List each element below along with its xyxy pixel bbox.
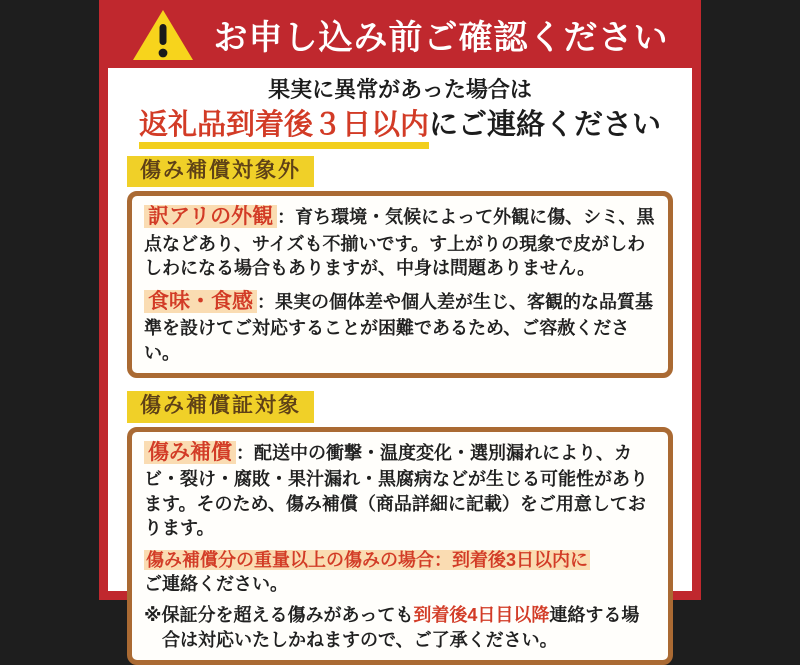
page-title: お申し込み前ご確認ください	[213, 19, 669, 57]
notice-body	[108, 68, 692, 650]
note-emphasis: 到着後4日目以降	[413, 605, 550, 626]
highlight-deadline-rest: ご連絡ください。	[144, 573, 288, 594]
item-taste-heading: 食味・食感	[144, 290, 257, 313]
item-appearance-body: 育ち環境・気候によって外観に傷、シミ、黒点などあり、サイズも不揃いです。す上がりの現象で皮がしわしわになる場合もありますが、中身は問題ありません。	[144, 207, 655, 279]
intro-line2	[108, 107, 692, 145]
highlight-deadline-text: 傷み補償分の重量以上の傷みの場合：到着後3日以内に	[146, 549, 589, 570]
notice-card	[99, 0, 701, 650]
item-damage-separator: ：	[236, 442, 254, 463]
intro-line2-rest: にご連絡ください	[429, 109, 662, 142]
note-prefix: ※	[144, 605, 162, 626]
item-damage-heading: 傷み補償	[144, 441, 236, 464]
section-tab-not-covered: 傷み補償対象外	[127, 156, 314, 187]
note-before: 保証分を超える傷みがあっても	[161, 605, 414, 626]
item-damage-compensation	[144, 439, 656, 541]
intro-emphasis-underlined: 返礼品到着後３日以内	[139, 109, 429, 149]
notice-header	[99, 0, 701, 68]
item-taste	[144, 288, 656, 365]
note-late-contact	[144, 603, 656, 652]
panel-not-covered	[127, 191, 673, 378]
item-appearance	[144, 203, 656, 280]
item-taste-separator: ：	[257, 291, 275, 312]
section-tab-covered: 傷み補償証対象	[127, 391, 314, 422]
item-damage-body: 配送中の衝撃・温度変化・選別漏れにより、カビ・裂け・腐敗・果汁漏れ・黒腐病などが生じる可能性があります。そのため、傷み補償（商品詳細に記載）をご用意しております。	[144, 442, 648, 539]
panel-covered	[127, 427, 673, 665]
intro-line1: 果実に異常があった場合は	[268, 77, 532, 102]
item-appearance-separator: ：	[277, 207, 296, 228]
highlight-deadline	[144, 548, 656, 597]
item-taste-body: 果実の個体差や個人差が生じ、客観的な品質基準を設けてご対応することが困難であるため、ご容赦ください。	[144, 291, 653, 363]
warning-triangle-icon	[132, 9, 194, 61]
item-appearance-heading: 訳アリの外観	[144, 205, 277, 228]
note-after: 連絡する場合は対応いたしかねますので、ご了承ください。	[162, 605, 640, 650]
